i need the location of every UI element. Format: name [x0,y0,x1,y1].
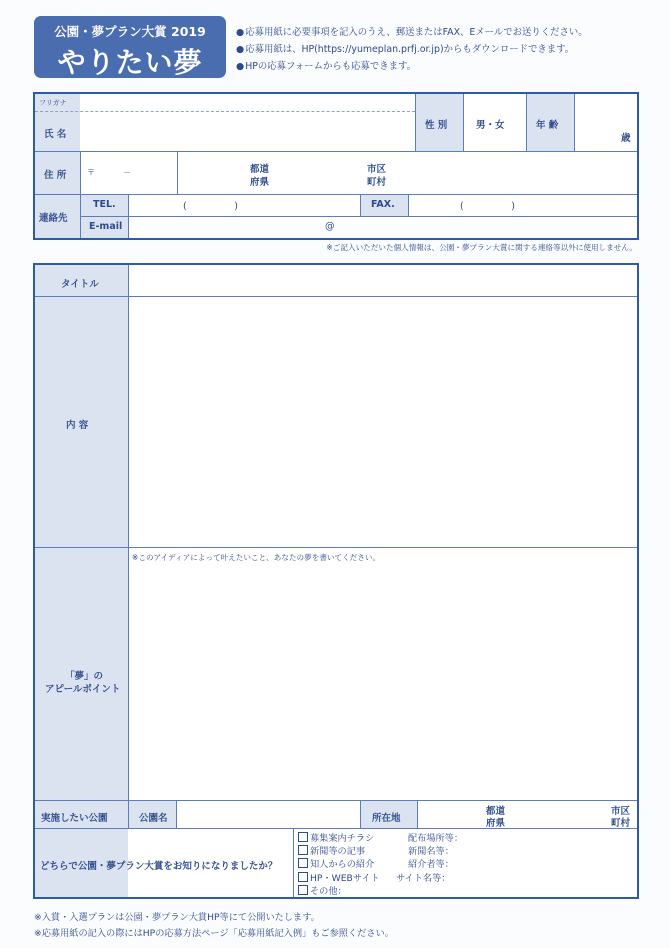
postal-dash: － [123,168,131,177]
location-label: 所在地 [372,813,401,824]
postal-field[interactable] [95,156,175,190]
footer-note-publication: ※入賞・入選プランは公園・夢プラン大賞HP等にて公開いたします。 [34,912,320,923]
appeal-hint: ※このアイディアによって叶えたいこと、あなたの夢を書いてください。 [132,553,381,562]
park-name-label: 公園名 [139,813,168,824]
city-label-top: 市区 [367,164,387,175]
title-label: タイトル [61,279,99,290]
instruction-notes [236,24,588,75]
source-options [298,832,463,898]
appeal-field[interactable] [131,563,635,798]
checkbox-icon[interactable] [298,858,308,868]
email-field[interactable]: @ [325,221,335,232]
source-option[interactable]: 知人からの紹介 紹介者等： [298,858,463,871]
source-question: どちらで公園・夢プラン大賞をお知りになりましたか？ [40,861,278,872]
contest-subtitle: 公園・夢プラン大賞 2019 [54,24,206,39]
city-label-bottom: 町村 [367,177,387,188]
prefecture-label-bottom: 府県 [250,177,270,188]
tel-label: TEL. [93,199,116,210]
address-field[interactable] [397,154,635,192]
note-item: ● 応募用紙は、HP(https://yumeplan.prfj.or.jp)からもダウンロードできます。 [236,41,588,58]
checkbox-icon[interactable] [298,885,308,895]
footer-note-example: ※応募用紙の記入の際にはHPの応募方法ページ「応募用紙記入例」もご参照ください。 [34,928,394,939]
age-field[interactable] [576,96,620,149]
form-title: やりたい夢 [57,46,203,79]
park-city-bottom: 町村 [611,818,631,829]
age-label: 年 齢 [536,120,559,131]
note-item: ● 応募用紙に必要事項を記入のうえ、郵送またはFAX、Eメールでお送りください。 [236,24,588,41]
prefecture-label-top: 都道 [250,164,270,175]
checkbox-icon[interactable] [298,872,308,882]
title-badge [34,16,226,78]
email-label: E-mail [89,221,123,232]
source-option[interactable]: その他： [298,885,463,898]
note-item: ● HPの応募フォームからも応募できます。 [236,58,588,75]
park-name-field[interactable] [178,802,358,826]
postal-mark: 〒 [87,168,95,177]
tel-field[interactable]: ( ) [183,201,238,212]
title-field[interactable] [131,267,635,295]
appeal-label-line1: 「夢」の [65,671,104,682]
checkbox-icon[interactable] [298,832,308,842]
fax-field[interactable]: ( ) [460,201,515,212]
name-label: 氏 名 [44,129,67,140]
checkbox-icon[interactable] [298,845,308,855]
privacy-note: ※ご記入いただいた個人情報は、公園・夢プラン大賞に関する連絡等以外に使用しません。 [326,243,637,252]
gender-options[interactable]: 男・女 [476,120,505,131]
park-city-top: 市区 [611,806,631,817]
park-location-field[interactable] [419,802,635,826]
source-option[interactable]: 募集案内チラシ 配布場所等： [298,832,463,845]
content-label: 内 容 [66,420,89,431]
furigana-label: フリガナ [39,99,67,107]
park-prefecture-top: 都道 [486,806,506,817]
source-option[interactable]: HP・WEBサイト サイト名等： [298,872,463,885]
applicant-table [33,92,639,240]
park-prefecture-bottom: 府県 [486,818,506,829]
contact-label: 連絡先 [39,213,68,224]
age-unit: 歳 [621,133,631,144]
source-option[interactable]: 新聞等の記事 新聞名等： [298,845,463,858]
appeal-label-line2: アピールポイント [45,684,121,695]
name-field[interactable] [82,112,413,150]
proposal-table [33,263,639,899]
gender-label: 性 別 [425,120,448,131]
address-label: 住 所 [44,170,67,181]
fax-label: FAX. [371,199,395,210]
content-field[interactable] [131,299,635,545]
park-label: 実施したい公園 [41,813,108,824]
